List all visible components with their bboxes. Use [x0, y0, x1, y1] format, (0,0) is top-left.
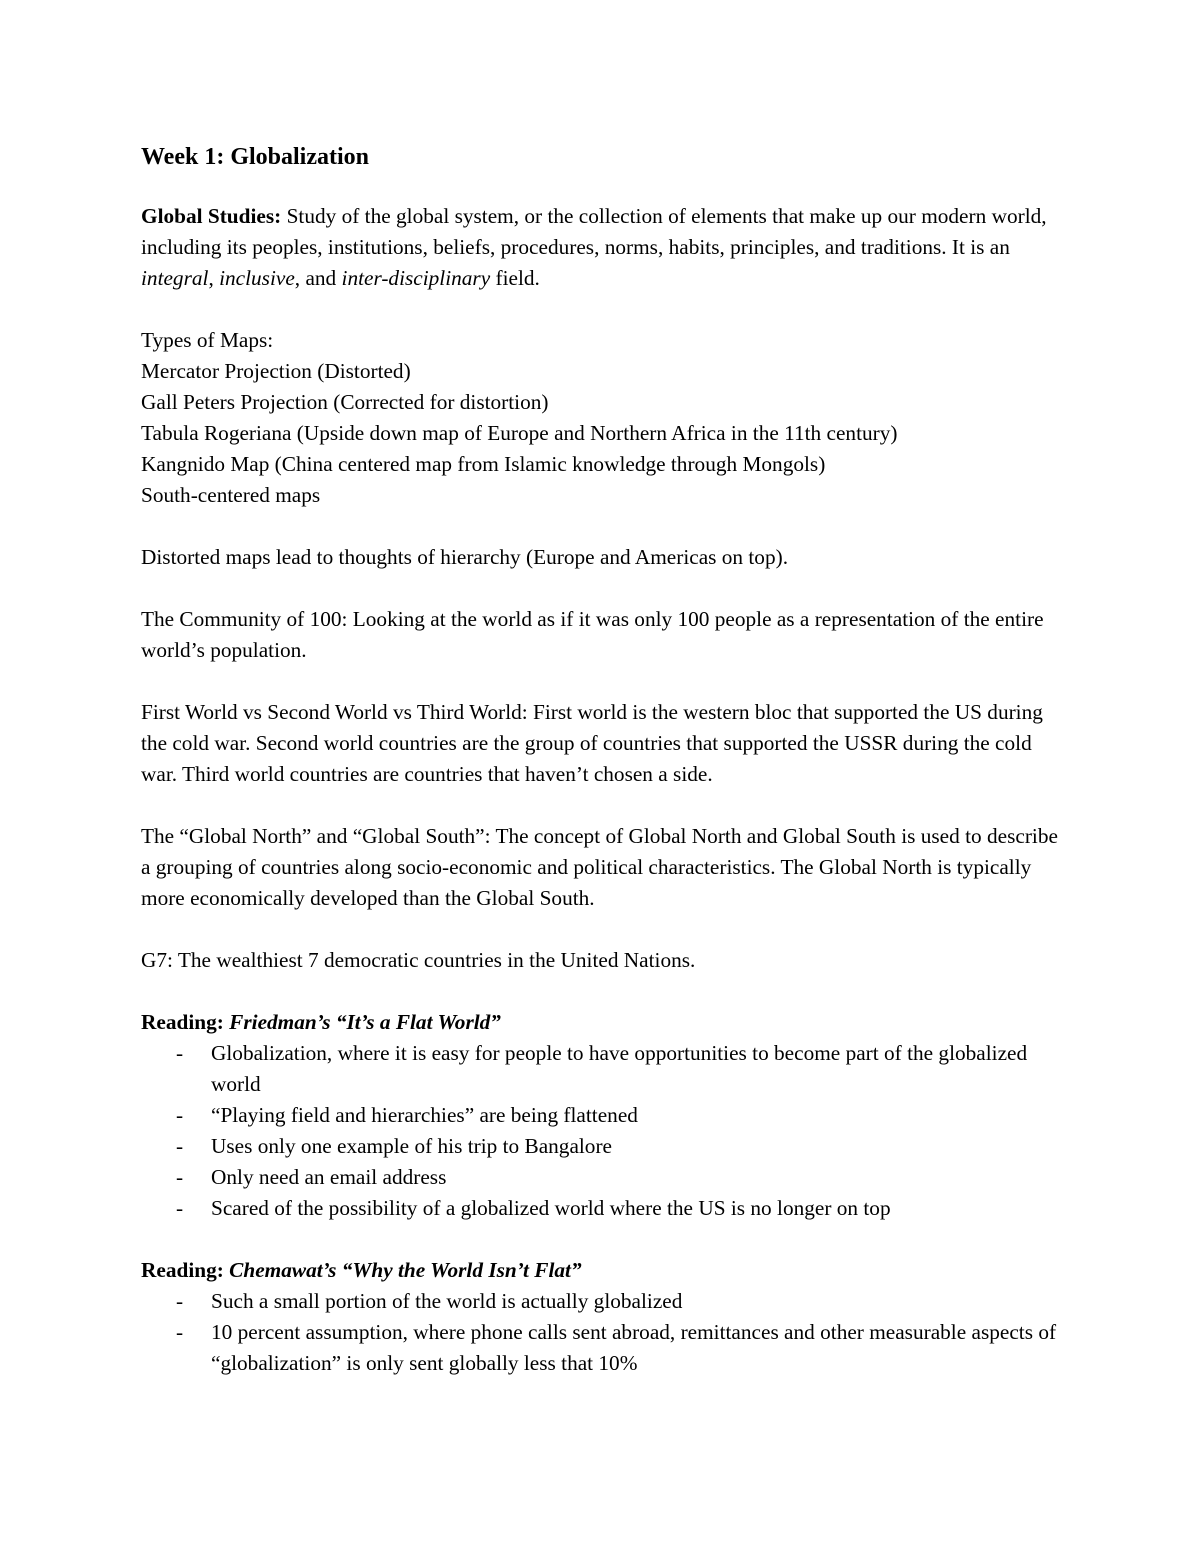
global-studies-def-end: field. [490, 266, 540, 290]
map-types-heading: Types of Maps: [141, 328, 274, 352]
emphasis-inclusive: inclusive [219, 266, 295, 290]
global-north-south-paragraph: The “Global North” and “Global South”: The concept of Global North and Global South is used to describe a grouping of countries along socio-economic and political characteristics. The Global North is typically more economically developed than the Global South. [141, 824, 1058, 910]
separator: , [208, 266, 220, 290]
map-type-item: Mercator Projection (Distorted) [141, 359, 411, 383]
list-item [141, 1100, 1061, 1131]
list-item-text: 10 percent assumption, where phone calls sent abroad, remittances and other measurable aspects of “globalization” is only sent globally less that 10% [211, 1320, 1057, 1375]
list-item-text: Globalization, where it is easy for people to have opportunities to become part of the globalized world [211, 1041, 1028, 1096]
emphasis-inter-disciplinary: inter-disciplinary [341, 266, 491, 290]
reading-title: Chemawat’s “Why the World Isn’t Flat” [229, 1258, 582, 1282]
emphasis-integral: integral [141, 266, 209, 290]
separator: , and [294, 266, 342, 290]
dash-bullet: - [176, 1289, 184, 1313]
map-type-item: Kangnido Map (China centered map from Islamic knowledge through Mongols) [141, 452, 826, 476]
reading-label: Reading [141, 1010, 217, 1034]
reading-title: Friedman’s “It’s a Flat World” [229, 1010, 501, 1034]
list-item-text: Such a small portion of the world is actually globalized [211, 1289, 683, 1313]
page-title: Week 1: Globalization [141, 144, 369, 170]
global-studies-term: Global Studies: [141, 204, 282, 228]
list-item [141, 1038, 1061, 1100]
reading-label: Reading [141, 1258, 217, 1282]
global-studies-definition [141, 201, 1061, 294]
distorted-maps-paragraph: Distorted maps lead to thoughts of hierarchy (Europe and Americas on top). [141, 545, 789, 569]
community-of-100-paragraph: The Community of 100: Looking at the world as if it was only 100 people as a representation of the entire world’s population. [141, 607, 1044, 662]
map-type-item: South-centered maps [141, 483, 321, 507]
reading-2-heading [141, 1255, 1061, 1286]
list-item [141, 1131, 1061, 1162]
list-item-text: Only need an email address [211, 1165, 447, 1189]
list-item [141, 1317, 1061, 1379]
reading-1-heading [141, 1007, 1061, 1038]
dash-bullet: - [176, 1320, 184, 1344]
three-worlds-paragraph: First World vs Second World vs Third World: First world is the western bloc that supported the US during the cold war. Second world countries are the group of countries that supported the USSR during the cold war. Third world countries are countries that haven’t chosen a side. [141, 700, 1043, 786]
dash-bullet: - [176, 1041, 184, 1065]
document-page [141, 139, 1061, 1410]
dash-bullet: - [176, 1165, 184, 1189]
reading-2-bullets [141, 1286, 1061, 1379]
list-item [141, 1286, 1061, 1317]
list-item-text: Scared of the possibility of a globalized world where the US is no longer on top [211, 1196, 891, 1220]
dash-bullet: - [176, 1134, 184, 1158]
reading-1-bullets [141, 1038, 1061, 1224]
list-item-text: Uses only one example of his trip to Bangalore [211, 1134, 613, 1158]
map-types-section [141, 325, 1061, 511]
global-studies-def-text: Study of the global system, or the collection of elements that make up our modern world, including its peoples, institutions, beliefs, procedures, norms, habits, principles, and traditions. It is an [141, 204, 1047, 259]
reading-colon: : [216, 1258, 230, 1282]
list-item-text: “Playing field and hierarchies” are being flattened [211, 1103, 638, 1127]
dash-bullet: - [176, 1103, 184, 1127]
g7-paragraph: G7: The wealthiest 7 democratic countries in the United Nations. [141, 948, 696, 972]
list-item [141, 1193, 1061, 1224]
map-type-item: Tabula Rogeriana (Upside down map of Europe and Northern Africa in the 11th century) [141, 421, 898, 445]
list-item [141, 1162, 1061, 1193]
map-type-item: Gall Peters Projection (Corrected for distortion) [141, 390, 549, 414]
reading-colon: : [216, 1010, 230, 1034]
dash-bullet: - [176, 1196, 184, 1220]
